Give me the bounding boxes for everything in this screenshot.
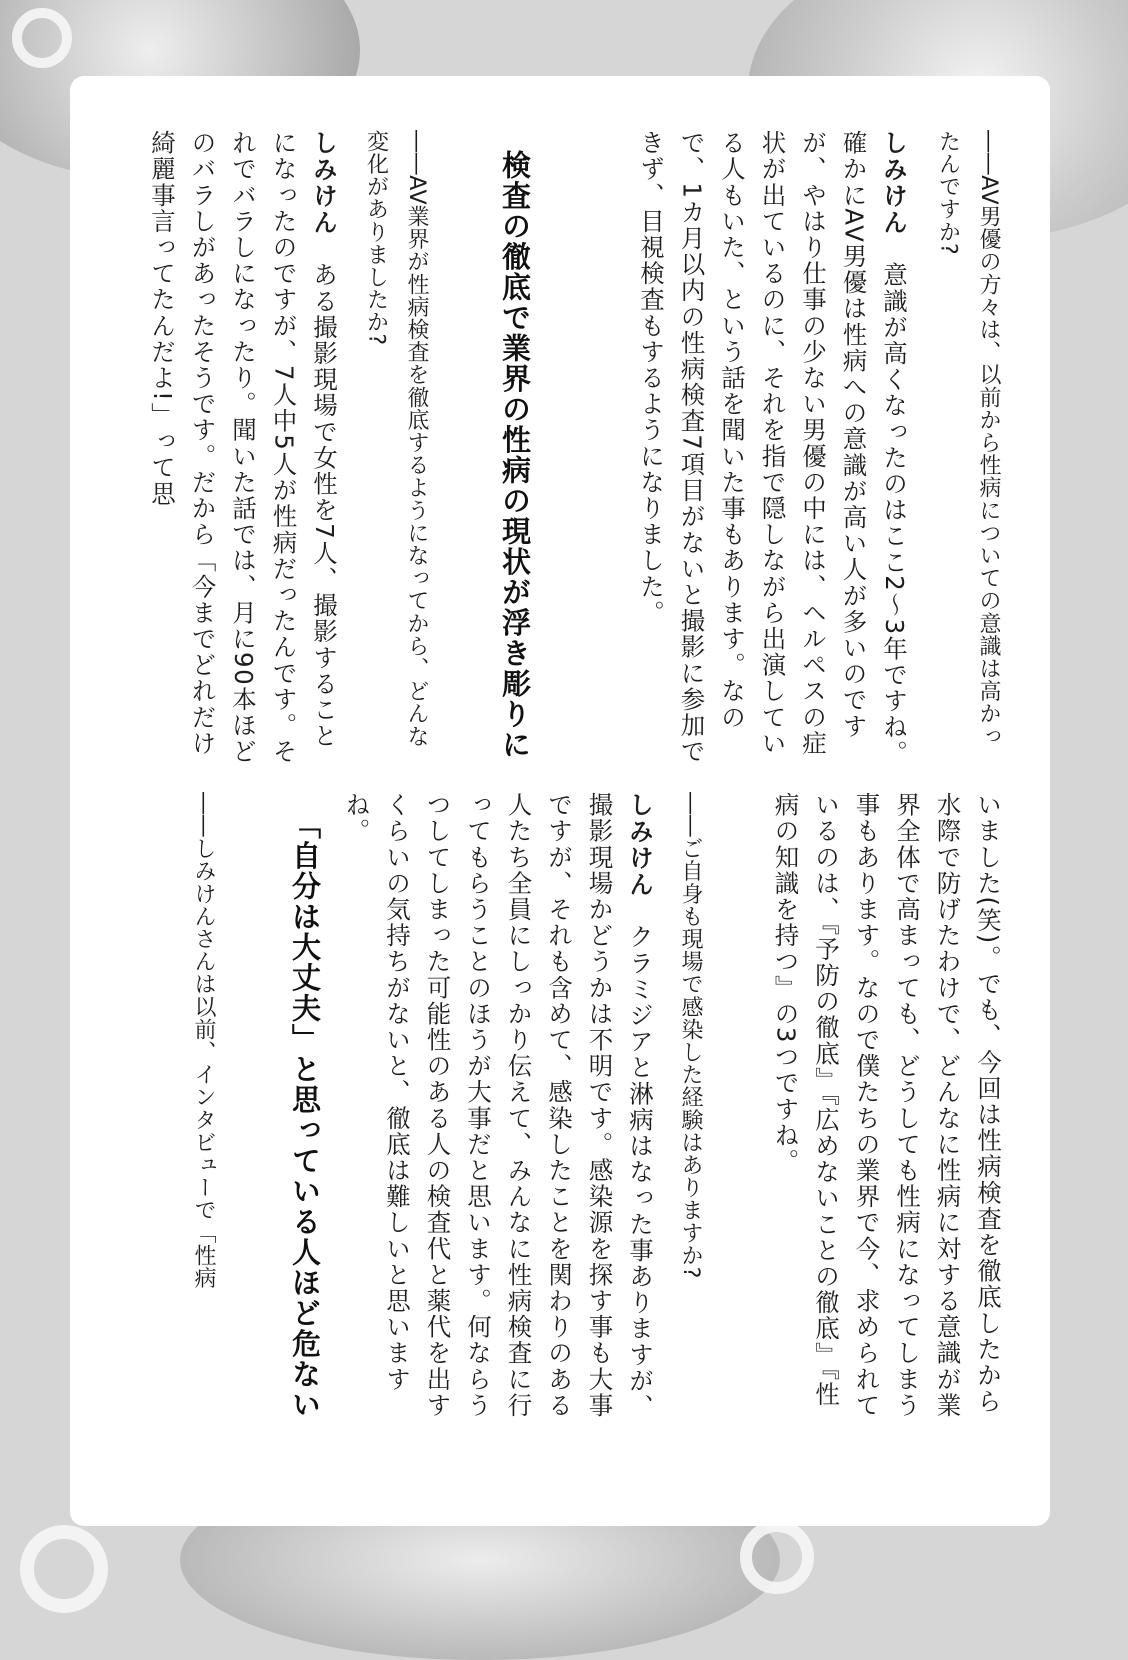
- speaker-name: しみけん: [310, 130, 339, 236]
- section-headline-2: 「自分は大丈夫」と思っている人ほど危ない: [288, 810, 322, 1420]
- decorative-ring: [740, 1520, 814, 1594]
- speaker-name: しみけん: [880, 130, 909, 236]
- question-1: ――AV男優の方々は、以前から性病についての意識は高かったんですか?: [935, 130, 1001, 748]
- answer-text: ある撮影現場で女性を7人、撮影することになったのですが、7人中5人が性病だったんです。それでバラしになったり。聞いた話では、月に90本ほどのバラしがあったそうです。だから「今までどれだけ綺麗事言ってたんだよ!」って思: [148, 130, 339, 765]
- answer-continued: いました(笑)。でも、今回は性病検査を徹底したから水際で防げたわけで、どんなに性病に対する意識が業界全体で高まっても、どうしても性病になってしまう事もあります。なので僕たちの業界で今、求められているのは、『予防の徹底』『広めないことの徹底』『性病の知識を持つ』の3つですね。: [771, 792, 1003, 1419]
- answer-text: 意識が高くなったのはここ2～3年ですね。確かにAV男優は性病への意識が高い人が多いのですが、やはり仕事の少ない男優の中には、ヘルペスの症状が出ているのに、それを指で隠しながら出演している人もいた、という話を聞いた事もあります。なので、1カ月以内の性病検査7項目がないと撮影に参加できず、目視検査もするようになりました。: [637, 130, 909, 767]
- speaker-name: しみけん: [626, 792, 655, 898]
- question-2: ――AV業界が性病検査を徹底するようになってから、どんな変化がありましたか?: [363, 130, 429, 748]
- section-headline-1: 検査の徹底で業界の性病の現状が浮き彫りに: [498, 150, 532, 760]
- decorative-ring: [12, 8, 72, 68]
- question-4: ――しみけんさんは以前、インタビューで「性病: [191, 792, 216, 1290]
- answer-3: [330, 792, 660, 1432]
- answer-2: [134, 130, 344, 770]
- question-3: ――ご自身も現場で感染した経験はありますか?: [678, 792, 703, 1279]
- answer-1: [624, 130, 914, 770]
- answer-text: クラミジアと淋病はなった事ありますが、撮影現場かどうかは不明です。感染源を探す事も大事ですが、それも含めて、感染したことを関わりのある人たち全員にしっかり伝えて、みんなに性病検査に行ってもらうことのほうが大事だと思います。何ならうつしてしまった可能性のある人の検査代と薬代を出すくらいの気持ちがないと、徹底は難しいと思いますね。: [342, 792, 655, 1421]
